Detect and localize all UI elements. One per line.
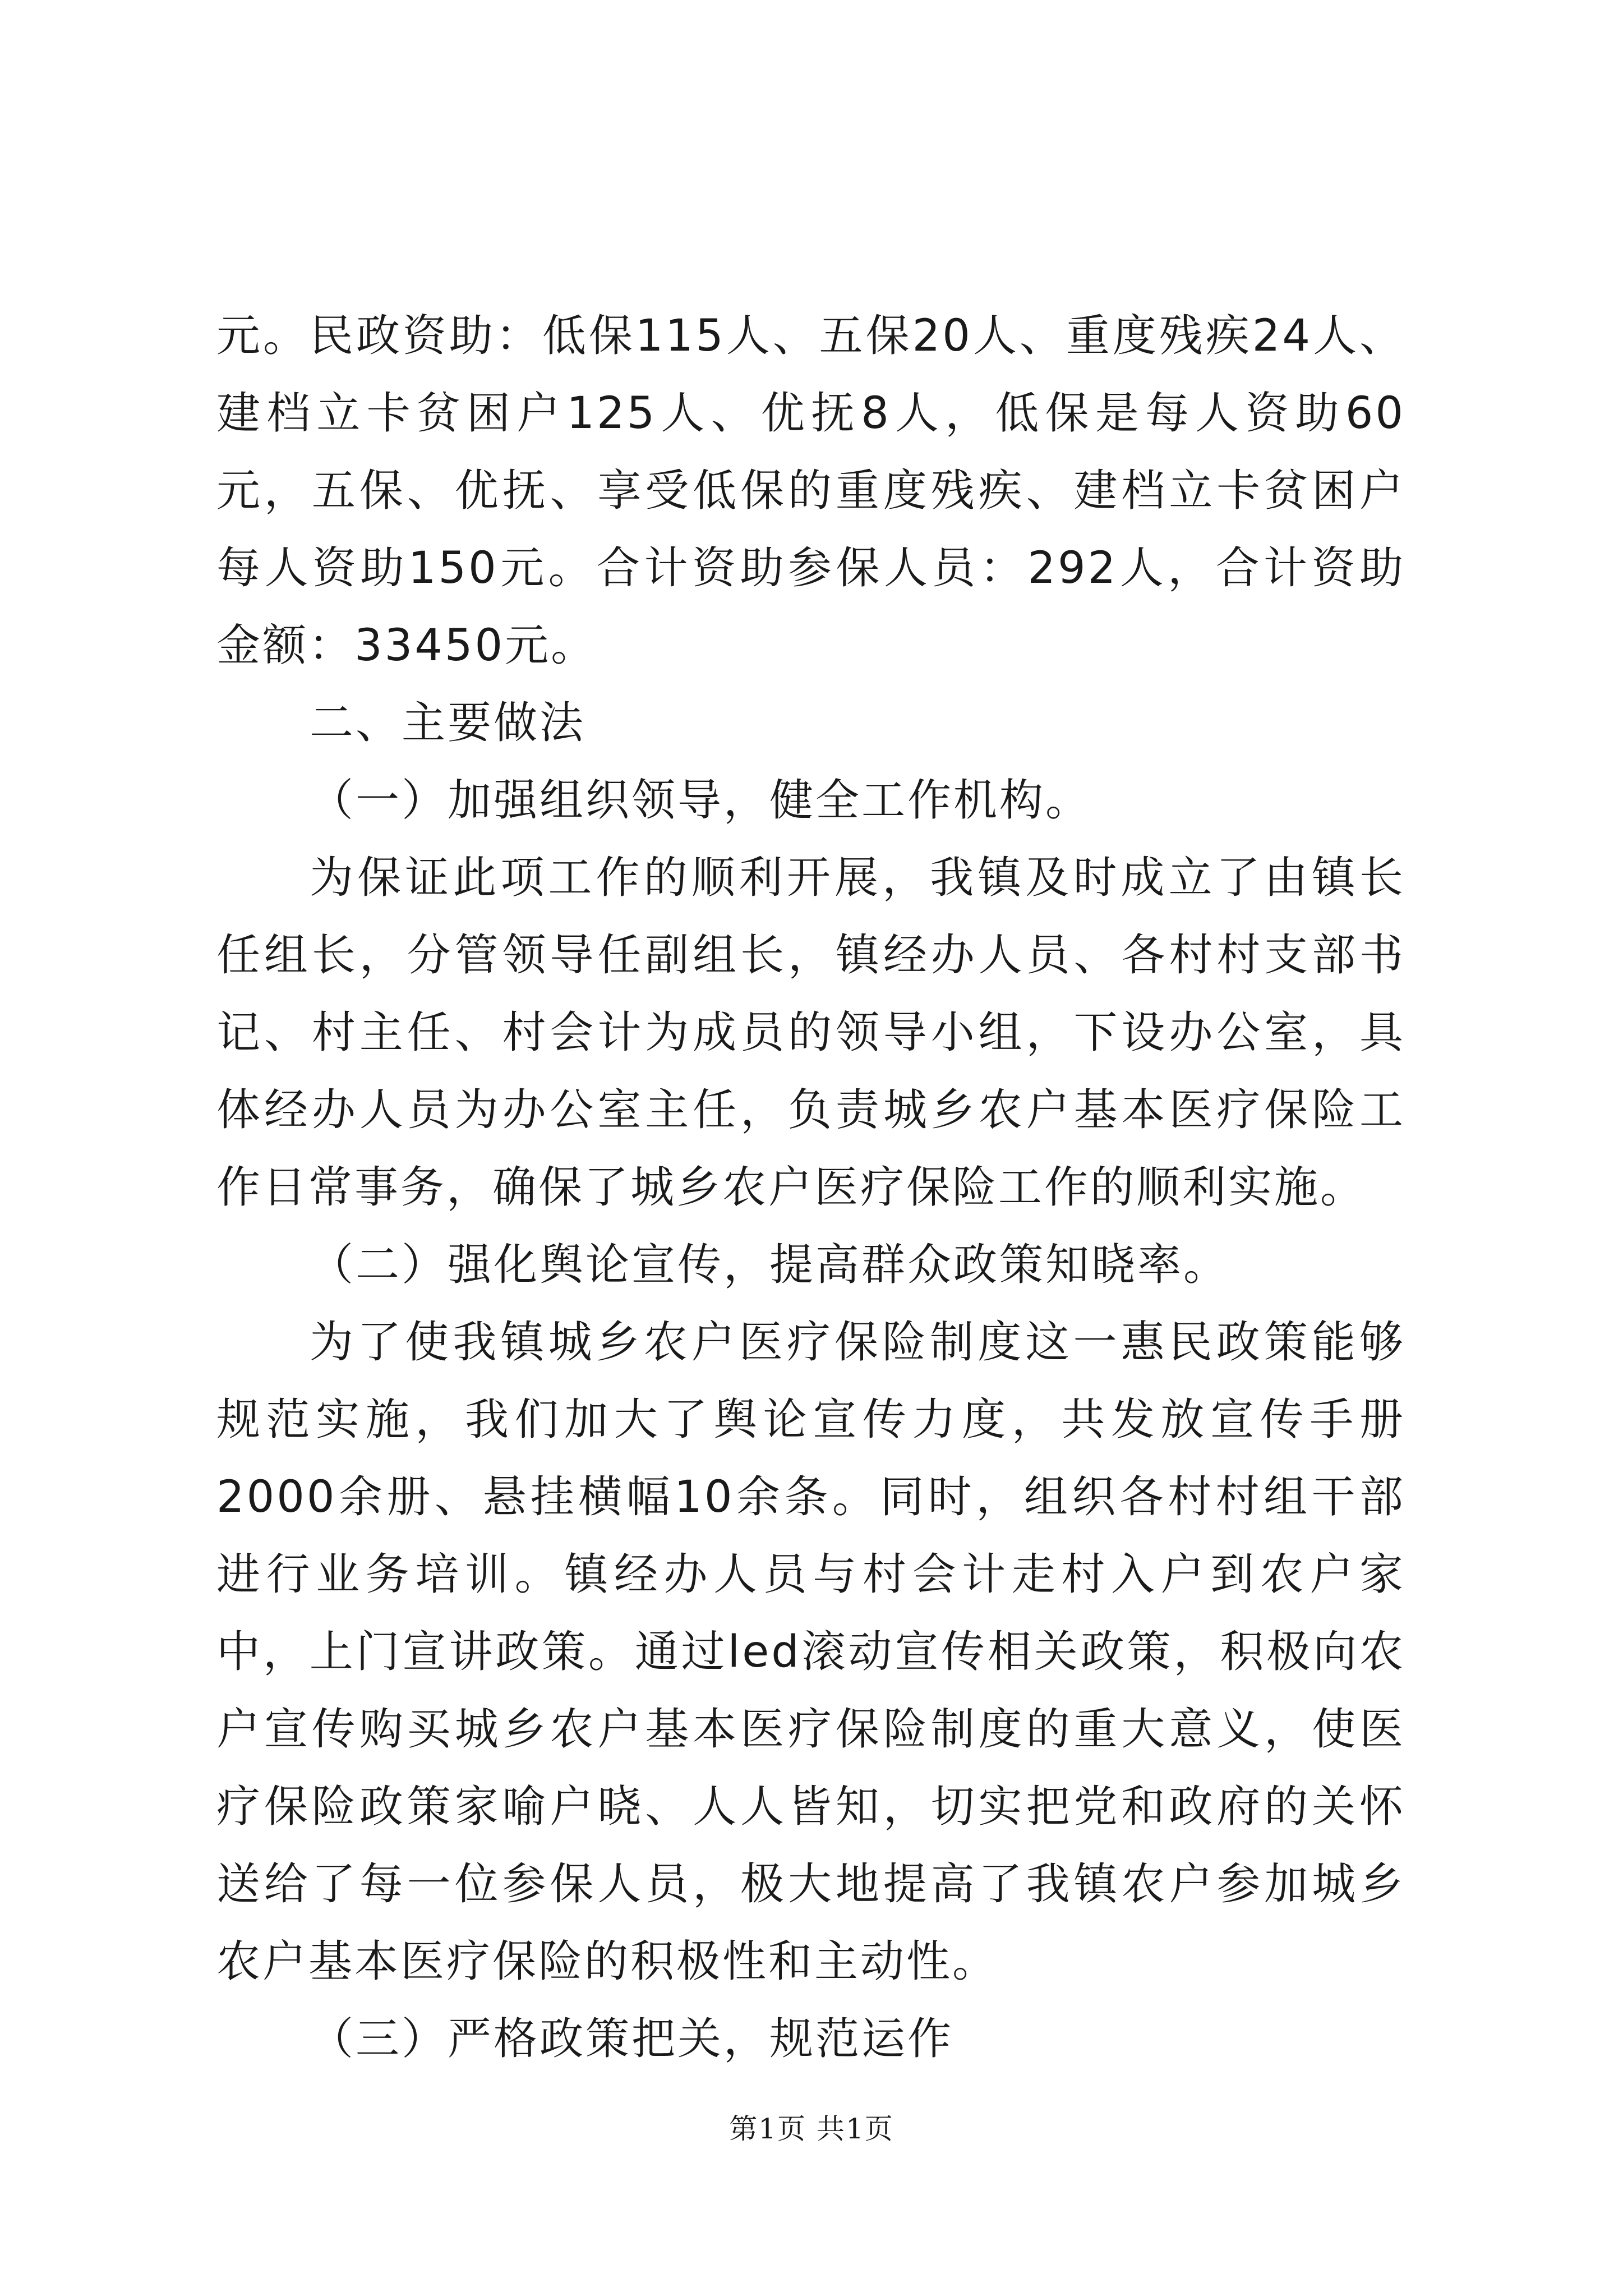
section-heading: 二、主要做法 bbox=[310, 698, 586, 748]
subsection-heading: （二）强化舆论宣传，提高群众政策知晓率。 bbox=[310, 1240, 1230, 1290]
paragraph-body: 为了使我镇城乡农户医疗保险制度这一惠民政策能够规范实施，我们加大了舆论宣传力度，共发放宣传手册2000余册、悬挂横幅10余条。同时，组织各村村组干部进行业务培训。镇经办人员与村会计走村入户到农户家中，上门宣讲政策。通过led滚动宣传相关政策，积极向农户宣传购买城乡农户基本医疗保险制度的重大意义，使医疗保险政策家喻户晓、人人皆知，切实把党和政府的关怀送给了每一位参保人员，极大地提高了我镇农户参加城乡农户基本医疗保险的积极性和主动性。 bbox=[216, 1317, 1405, 1987]
paragraph-body: 为保证此项工作的顺利开展，我镇及时成立了由镇长任组长，分管领导任副组长，镇经办人员、各村村支部书记、村主任、村会计为成员的领导小组，下设办公室，具体经办人员为办公室主任，负责城乡农户基本医疗保险工作日常事务，确保了城乡农户医疗保险工作的顺利实施。 bbox=[216, 853, 1405, 1213]
page-number-label: 第1页 共1页 bbox=[729, 2113, 894, 2145]
document-body bbox=[216, 297, 1405, 2078]
paragraph-continuation: 元。民政资助：低保115人、五保20人、重度残疾24人、建档立卡贫困户125人、优抚8人，低保是每人资助60元，五保、优抚、享受低保的重度残疾、建档立卡贫困户每人资助150元。合计资助参保人员：292人，合计资助金额：33450元。 bbox=[216, 311, 1405, 671]
page-footer bbox=[0, 2109, 1623, 2148]
subsection-heading: （三）严格政策把关，规范运作 bbox=[310, 2014, 954, 2064]
subsection-heading: （一）加强组织领导，健全工作机构。 bbox=[310, 775, 1092, 826]
